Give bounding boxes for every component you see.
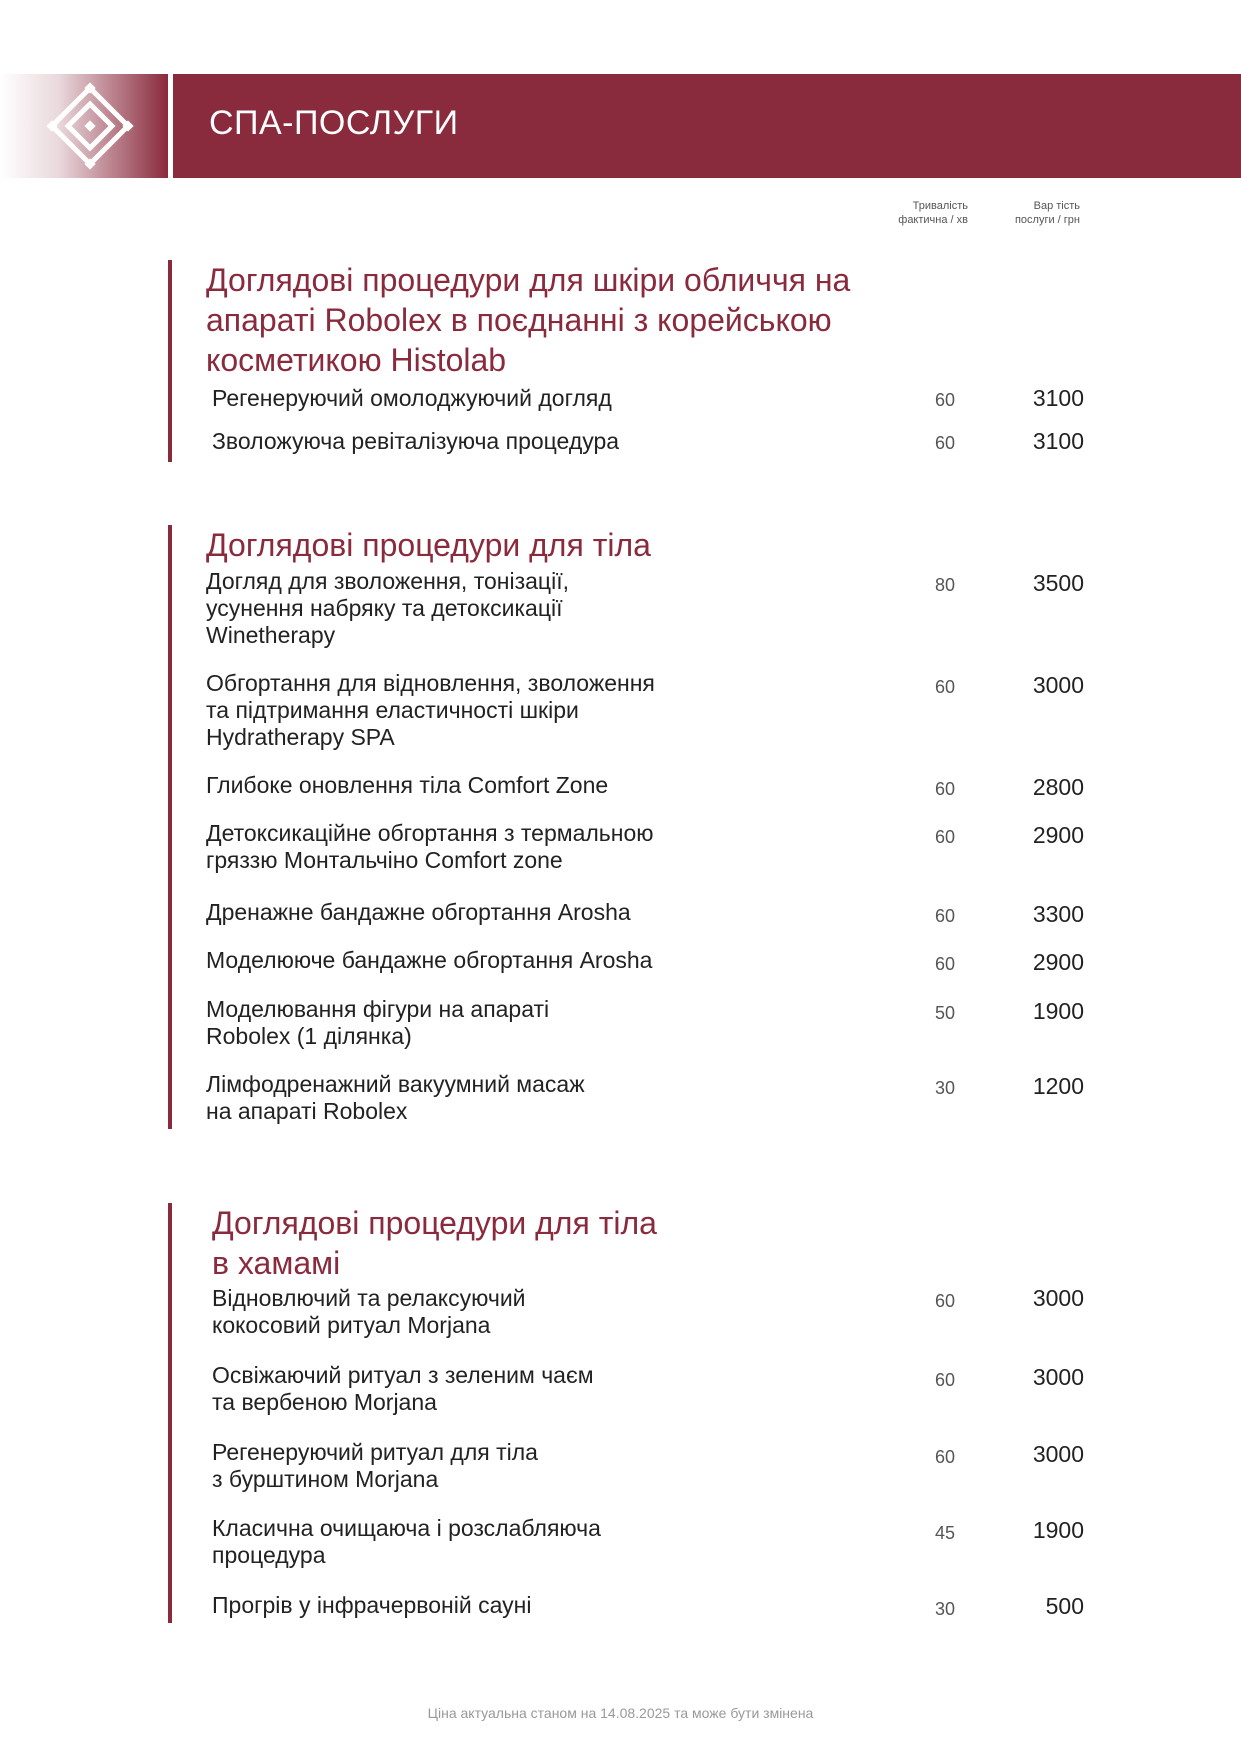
list-item-duration: 60 <box>934 1447 956 1467</box>
list-item-name: Догляд для зволоження, тонізації, усунення набряку та детоксикації Winetherapy <box>206 568 569 648</box>
section-face <box>168 260 1102 462</box>
list-item-name: Обгортання для відновлення, зволоження та підтримання еластичності шкіри Hydratherapy SPA <box>206 670 655 750</box>
list-item-price: 3100 <box>1032 385 1084 411</box>
list-item-name: Регенеруючий ритуал для тіла з бурштином Morjana <box>212 1439 538 1492</box>
list-item-duration: 45 <box>934 1523 956 1543</box>
list-item-name: Моделювання фігури на апараті Robolex (1 ділянка) <box>206 996 550 1049</box>
list-item-duration: 30 <box>934 1599 956 1619</box>
list-item-name: Освіжаючий ритуал з зеленим чаєм та вербеною Morjana <box>212 1362 594 1415</box>
list-item-duration: 60 <box>934 433 956 453</box>
list-item-price: 3000 <box>1032 1364 1084 1390</box>
list-item-price: 1200 <box>1032 1073 1084 1099</box>
list-item-name: Регенеруючий омолоджуючий догляд <box>212 385 612 411</box>
list-item-price: 3000 <box>1032 1441 1084 1467</box>
price-column-header: Вар тість послуги / грн <box>1014 200 1080 226</box>
list-item-duration: 60 <box>934 954 956 974</box>
section-title: Доглядові процедури для тіла в хамамі <box>212 1205 657 1281</box>
list-item-name: Класична очищаюча і розслабляюча процедура <box>212 1515 601 1568</box>
list-item-price: 3300 <box>1032 901 1084 927</box>
list-item-price: 2800 <box>1032 774 1084 800</box>
ornament-logo-icon <box>46 82 134 170</box>
list-item-price: 3500 <box>1032 570 1084 596</box>
list-item-duration: 30 <box>934 1078 956 1098</box>
list-item-name: Детоксикаційне обгортання з термальною гряззю Монтальчіно Comfort zone <box>206 820 654 873</box>
list-item-price: 1900 <box>1032 998 1084 1024</box>
list-item-price: 3000 <box>1032 1285 1084 1311</box>
list-item-duration: 60 <box>934 1291 956 1311</box>
list-item-duration: 50 <box>934 1003 956 1023</box>
logo <box>0 74 168 178</box>
list-item-duration: 60 <box>934 906 956 926</box>
list-item-duration: 60 <box>934 779 956 799</box>
section-hammam <box>168 1203 1102 1623</box>
list-item-name: Моделююче бандажне обгортання Arosha <box>206 947 653 973</box>
section-title: Доглядові процедури для шкіри обличчя на апараті Robolex в поєднанні з корейською косметикою Histolab <box>206 262 851 378</box>
duration-column-header: Тривалість фактична / хв <box>898 200 968 226</box>
list-item-name: Лімфодренажний вакуумний масаж на апараті Robolex <box>206 1071 585 1124</box>
list-item-name: Відновлючий та релаксуючий кокосовий ритуал Morjana <box>212 1285 526 1338</box>
footer-note: Ціна актуальна станом на 14.08.2025 та може бути змінена <box>427 1705 814 1721</box>
list-item-price: 3100 <box>1032 428 1084 454</box>
list-item-name: Прогрів у інфрачервоній сауні <box>212 1592 532 1618</box>
list-item-price: 2900 <box>1032 822 1084 848</box>
list-item-price: 2900 <box>1032 949 1084 975</box>
list-item-price: 500 <box>1045 1593 1084 1619</box>
banner-bar <box>173 74 1241 178</box>
list-item-duration: 60 <box>934 827 956 847</box>
list-item-price: 3000 <box>1032 672 1084 698</box>
list-item-duration: 80 <box>934 575 956 595</box>
list-item-duration: 60 <box>934 677 956 697</box>
list-item-name: Зволожуюча ревіталізуюча процедура <box>212 428 620 454</box>
list-item-name: Дренажне бандажне обгортання Arosha <box>206 899 631 925</box>
header-banner <box>0 74 1241 178</box>
list-item-price: 1900 <box>1032 1517 1084 1543</box>
section-title: Доглядові процедури для тіла <box>206 527 651 563</box>
list-item-duration: 60 <box>934 1370 956 1390</box>
list-item-duration: 60 <box>934 390 956 410</box>
list-item-name: Глибоке оновлення тіла Comfort Zone <box>206 772 609 798</box>
section-body <box>168 525 1102 1129</box>
page-title: СПА-ПОСЛУГИ <box>209 104 459 142</box>
